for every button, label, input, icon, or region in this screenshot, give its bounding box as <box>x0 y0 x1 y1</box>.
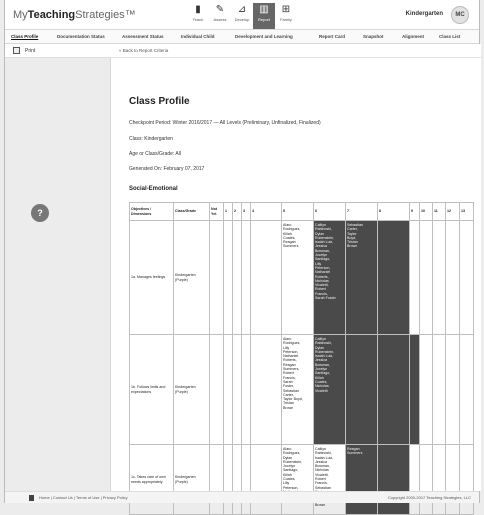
child-name-line: Kiliah <box>315 375 324 380</box>
child-name-line: Rabinoski, <box>315 227 332 232</box>
page <box>4 0 480 507</box>
table-row <box>130 335 474 445</box>
child-name-line: Brown <box>283 405 294 410</box>
child-name-line: Nicholas <box>315 468 329 473</box>
back-bar <box>111 44 481 58</box>
top-bar <box>5 0 479 30</box>
level-7-names <box>346 445 378 515</box>
child-name-line: Vicaletti, <box>315 283 329 288</box>
back-to-report-criteria-link[interactable]: « Back to Report Criteria <box>119 48 169 53</box>
level-7-names <box>346 221 378 335</box>
col-header-13: 13 <box>460 203 474 221</box>
child-name-line: Nicholas <box>315 278 329 283</box>
child-name-line: Isaiah Luiz, <box>315 240 334 245</box>
tab-class-profile[interactable]: Class Profile <box>11 34 39 39</box>
child-name-line: Rubenstein, <box>315 235 335 240</box>
col-header-7: 7 <box>346 203 378 221</box>
child-name-line: Summers <box>347 451 363 456</box>
child-name-line: Santiago, <box>283 468 299 473</box>
child-name-line: Rodriguez, <box>283 341 301 346</box>
nav-family[interactable]: ⊞ Family <box>275 3 297 29</box>
child-name-line: Summers, <box>283 367 300 372</box>
child-name-line: Bowman, <box>315 464 330 469</box>
child-name-line: Jocelyn <box>315 253 328 258</box>
logo-mark-icon <box>29 495 34 501</box>
avatar[interactable]: MC <box>451 6 469 24</box>
col-header-6: 6 <box>314 203 346 221</box>
child-name-line: Coates, <box>315 379 328 384</box>
child-name-line: Tristan <box>283 401 294 406</box>
col-header-2: 2 <box>233 203 242 221</box>
child-name-line: Summers <box>283 244 299 249</box>
child-name-line: Vicaletti, <box>315 472 329 477</box>
level-5-names <box>282 221 314 335</box>
child-name-line: Jocelyn <box>315 367 328 372</box>
tab-snapshot[interactable]: Snapshot <box>363 34 384 39</box>
col-header-3: 3 <box>242 203 251 221</box>
tab-class-list[interactable]: Class List <box>439 34 461 39</box>
child-name-line: Sarah Foster <box>315 296 336 301</box>
class-profile-table <box>129 202 474 515</box>
nav-teach[interactable]: ▮ Teach <box>187 3 209 29</box>
tab-alignment[interactable]: Alignment <box>402 34 424 39</box>
print-icon <box>13 47 20 54</box>
child-name-line: Roberts, <box>283 358 297 363</box>
copyright: Copyright 2000-2017 Teaching Strategies, LLC <box>387 495 471 500</box>
child-name-line: Sebastian <box>283 388 299 393</box>
child-name-line: Caitlyn <box>315 447 326 451</box>
checkpoint-period: Checkpoint Period: Winter 2016/2017 — All Levels (Preliminary, Unfinalized, Finalized) <box>129 120 321 126</box>
level-6-names <box>314 221 346 335</box>
child-name-line: Isaiah Luiz, <box>315 455 334 460</box>
child-name-line: Dylan <box>283 455 293 460</box>
child-name-line: Jessica <box>315 358 327 363</box>
child-name-line: Nathaniel <box>315 270 331 275</box>
child-name-line: Coates, <box>283 235 296 240</box>
child-name-line: Rubenstein, <box>283 459 303 464</box>
child-name-line: Rabinoski, <box>315 341 332 346</box>
logo[interactable]: MyTeachingStrategies™ <box>13 9 136 21</box>
objective-cell: 1a. Manages feelings <box>130 221 174 335</box>
tab-assessment-status[interactable]: Assessment Status <box>122 34 164 39</box>
class-grade-cell: Kindergarten (Purple) <box>174 221 210 335</box>
child-name-line: Santiago, <box>315 257 331 262</box>
child-name-line: Sarah <box>283 379 293 384</box>
col-header-4: 4 <box>251 203 282 221</box>
child-name-line: Lilly <box>315 261 322 266</box>
level-6-names <box>314 445 346 515</box>
child-name-line: Taylor <box>347 231 357 236</box>
help-button[interactable]: ? <box>31 204 49 222</box>
top-nav <box>187 3 297 29</box>
child-name-line: Santiago, <box>315 371 331 376</box>
child-name-line: Bowman, <box>315 362 330 367</box>
child-name-line: Reagan <box>283 240 296 245</box>
child-name-line: Lilly <box>283 345 290 350</box>
class-grade-cell: Kindergarten (Purple) <box>174 335 210 445</box>
child-name-line: Vicaletti <box>315 388 328 393</box>
child-name-line: Francis, <box>315 481 328 486</box>
level-7-names <box>346 335 378 445</box>
child-name-line: Rodriguez, <box>283 451 301 456</box>
child-name-line: Isaiah Luiz, <box>315 354 334 359</box>
level-8-cell <box>378 221 410 335</box>
age-grade-info: Age or Class/Grade: All <box>129 151 181 157</box>
child-name-line: Dylan <box>315 345 325 350</box>
class-grade-cell: Kindergarten (Purple) <box>174 445 210 515</box>
tab-development-and-learning[interactable]: Development and Learning <box>235 34 293 39</box>
child-name-line: Reagan <box>347 447 360 451</box>
tab-bar <box>5 30 479 44</box>
col-header-11: 11 <box>433 203 446 221</box>
child-name-line: Lilly <box>283 481 290 486</box>
child-name-line: Robert <box>283 371 294 376</box>
col-header-objectives: Objectives / Dimensions <box>130 203 174 221</box>
level-8-cell <box>378 445 410 515</box>
child-name-line: Kiliah <box>283 472 292 477</box>
level-5-names <box>282 335 314 445</box>
table-header-row <box>130 203 474 221</box>
col-header-9: 9 <box>410 203 420 221</box>
child-name-line: Reagan <box>283 362 296 367</box>
level-6-names <box>314 335 346 445</box>
family-icon: ⊞ <box>281 4 291 15</box>
col-header-5: 5 <box>282 203 314 221</box>
child-name-line: Sebastian <box>315 485 331 490</box>
child-name-line: Alaro <box>283 223 292 227</box>
section-title: Social-Emotional <box>129 186 178 192</box>
tab-report-card[interactable]: Report Card <box>319 34 346 39</box>
child-name-line: Carter, <box>283 392 294 397</box>
child-name-line: Francis, <box>315 291 328 296</box>
pencil-icon: ✎ <box>215 4 225 15</box>
print-button[interactable] <box>5 44 111 58</box>
col-header-1: 1 <box>224 203 233 221</box>
col-header-10: 10 <box>420 203 433 221</box>
objective-cell: 1b. Follows limits and expectations <box>130 335 174 445</box>
child-name-line: Bowman, <box>315 248 330 253</box>
child-name-line: Kiliah <box>283 231 292 236</box>
child-name-line: Caitlyn <box>315 337 326 341</box>
child-name-line: Francis, <box>283 375 296 380</box>
child-name-line: Foster, <box>283 384 294 389</box>
child-name-line: Roberts, <box>315 274 329 279</box>
tab-documentation-status[interactable]: Documentation Status <box>57 34 105 39</box>
child-name-line: Nathaniel <box>283 354 299 359</box>
child-name-line: Sebastian <box>347 223 363 227</box>
child-name-line: Rubenstein, <box>315 349 335 354</box>
book-icon: ▮ <box>195 4 201 15</box>
child-name-line: Robert <box>315 477 326 482</box>
child-name-line: Peterson, <box>283 349 299 354</box>
nav-develop[interactable]: ⊿ Develop <box>231 3 253 29</box>
col-header-class-grade: Class/Grade <box>174 203 210 221</box>
child-name-line: Boyd, <box>347 235 357 240</box>
child-name-line: Nicholas <box>315 384 329 389</box>
level-5-names <box>282 445 314 515</box>
child-name-line: Dylan <box>315 231 325 236</box>
tab-individual-child[interactable]: Individual Child <box>181 34 215 39</box>
generated-date: Generated On: February 07, 2017 <box>129 166 205 172</box>
print-label: Print <box>25 48 36 54</box>
page-title: Class Profile <box>129 96 190 107</box>
level-9-cell <box>410 335 420 445</box>
child-name-line: Coates, <box>283 477 296 482</box>
grade-selector[interactable]: Kindergarten <box>405 11 443 17</box>
child-name-line: Rabinoski, <box>315 451 332 456</box>
develop-icon: ⊿ <box>237 4 247 15</box>
sidebar <box>5 44 111 491</box>
child-name-line: Jessica <box>315 459 327 464</box>
objective-cell: 1c. Takes care of own needs appropriately <box>130 445 174 515</box>
class-info: Class: Kindergarten <box>129 136 173 142</box>
child-name-line: Rodriguez, <box>283 227 301 232</box>
nav-report[interactable]: ▥ Report <box>253 3 275 29</box>
child-name-line: Brown <box>347 244 358 249</box>
child-name-line: Peterson, <box>315 265 331 270</box>
col-header-12: 12 <box>446 203 460 221</box>
child-name-line: Jessica <box>315 244 327 249</box>
child-name-line: Brown <box>315 502 326 507</box>
table-row <box>130 445 474 515</box>
child-name-line: Carter, <box>347 227 358 232</box>
child-name-line: Alaro <box>283 447 292 451</box>
footer-links[interactable]: Home | Contact Us | Terms of Use | Privacy Policy <box>39 495 128 500</box>
child-name-line: Alaro <box>283 337 292 341</box>
child-name-line: Caitlyn <box>315 223 326 227</box>
footer <box>5 491 479 503</box>
child-name-line: Peterson, <box>283 485 299 490</box>
nav-assess[interactable]: ✎ Assess <box>209 3 231 29</box>
col-header-8: 8 <box>378 203 410 221</box>
child-name-line: Jocelyn <box>283 464 296 469</box>
col-header-not-yet: Not Yet <box>210 203 224 221</box>
child-name-line: Taylor Boyd, <box>283 397 303 402</box>
child-name-line: Robert <box>315 287 326 292</box>
child-name-line: Tristan <box>347 240 358 245</box>
bar-chart-icon: ▥ <box>259 4 269 15</box>
table-row <box>130 221 474 335</box>
level-8-cell <box>378 335 410 445</box>
